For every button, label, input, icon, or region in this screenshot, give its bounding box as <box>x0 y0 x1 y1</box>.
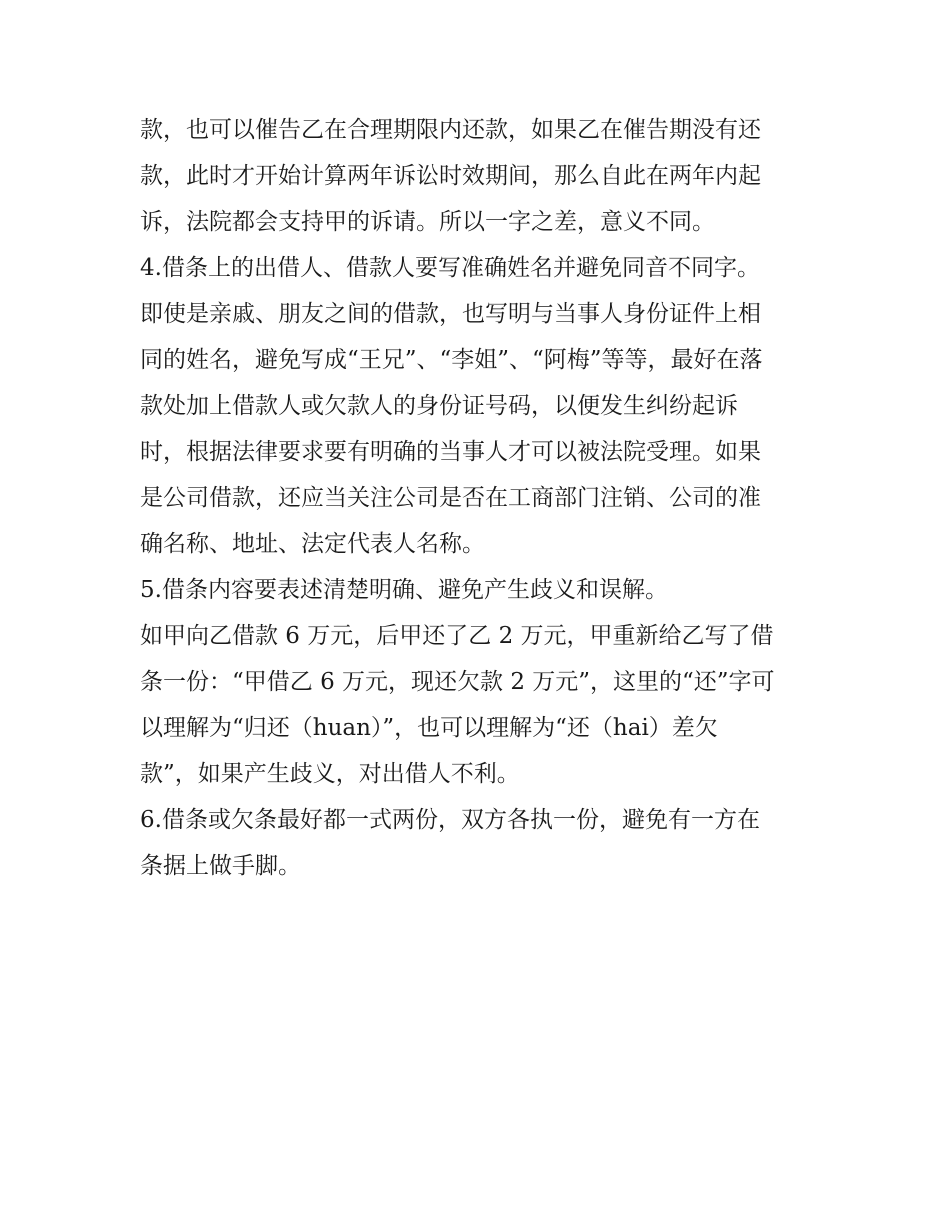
text-line: 即使是亲戚、朋友之间的借款，也写明与当事人身份证件上相 <box>140 301 761 327</box>
text-line: 是公司借款，还应当关注公司是否在工商部门注销、公司的准 <box>140 485 761 511</box>
text-line: 款”，如果产生歧义，对出借人不利。 <box>140 761 520 787</box>
text-line: 时，根据法律要求要有明确的当事人才可以被法院受理。如果 <box>140 439 761 465</box>
text-line: 款，也可以催告乙在合理期限内还款，如果乙在催告期没有还 <box>140 117 761 143</box>
text-line: 条据上做手脚。 <box>140 853 301 879</box>
text-line: 款，此时才开始计算两年诉讼时效期间，那么自此在两年内起 <box>140 163 761 189</box>
section-heading-4: 4.借条上的出借人、借款人要写准确姓名并避免同音不同字。 <box>140 255 760 281</box>
text-line: 如甲向乙借款 6 万元，后甲还了乙 2 万元，甲重新给乙写了借 <box>140 623 774 649</box>
text-line: 同的姓名，避免写成“王兄”、“李姐”、“阿梅”等等，最好在落 <box>140 347 763 373</box>
text-line: 条一份：“甲借乙 6 万元，现还欠款 2 万元”，这里的“还”字可 <box>140 669 775 695</box>
text-line: 诉，法院都会支持甲的诉请。所以一字之差，意义不同。 <box>140 209 715 235</box>
section-heading-5: 5.借条内容要表述清楚明确、避免产生歧义和误解。 <box>140 577 668 603</box>
document-body <box>140 107 830 889</box>
section-heading-6: 6.借条或欠条最好都一式两份，双方各执一份，避免有一方在 <box>140 807 760 833</box>
text-line: 确名称、地址、法定代表人名称。 <box>140 531 485 557</box>
text-line: 款处加上借款人或欠款人的身份证号码，以便发生纠纷起诉 <box>140 393 738 419</box>
text-line: 以理解为“归还（huan）”，也可以理解为“还（hai）差欠 <box>140 715 718 741</box>
